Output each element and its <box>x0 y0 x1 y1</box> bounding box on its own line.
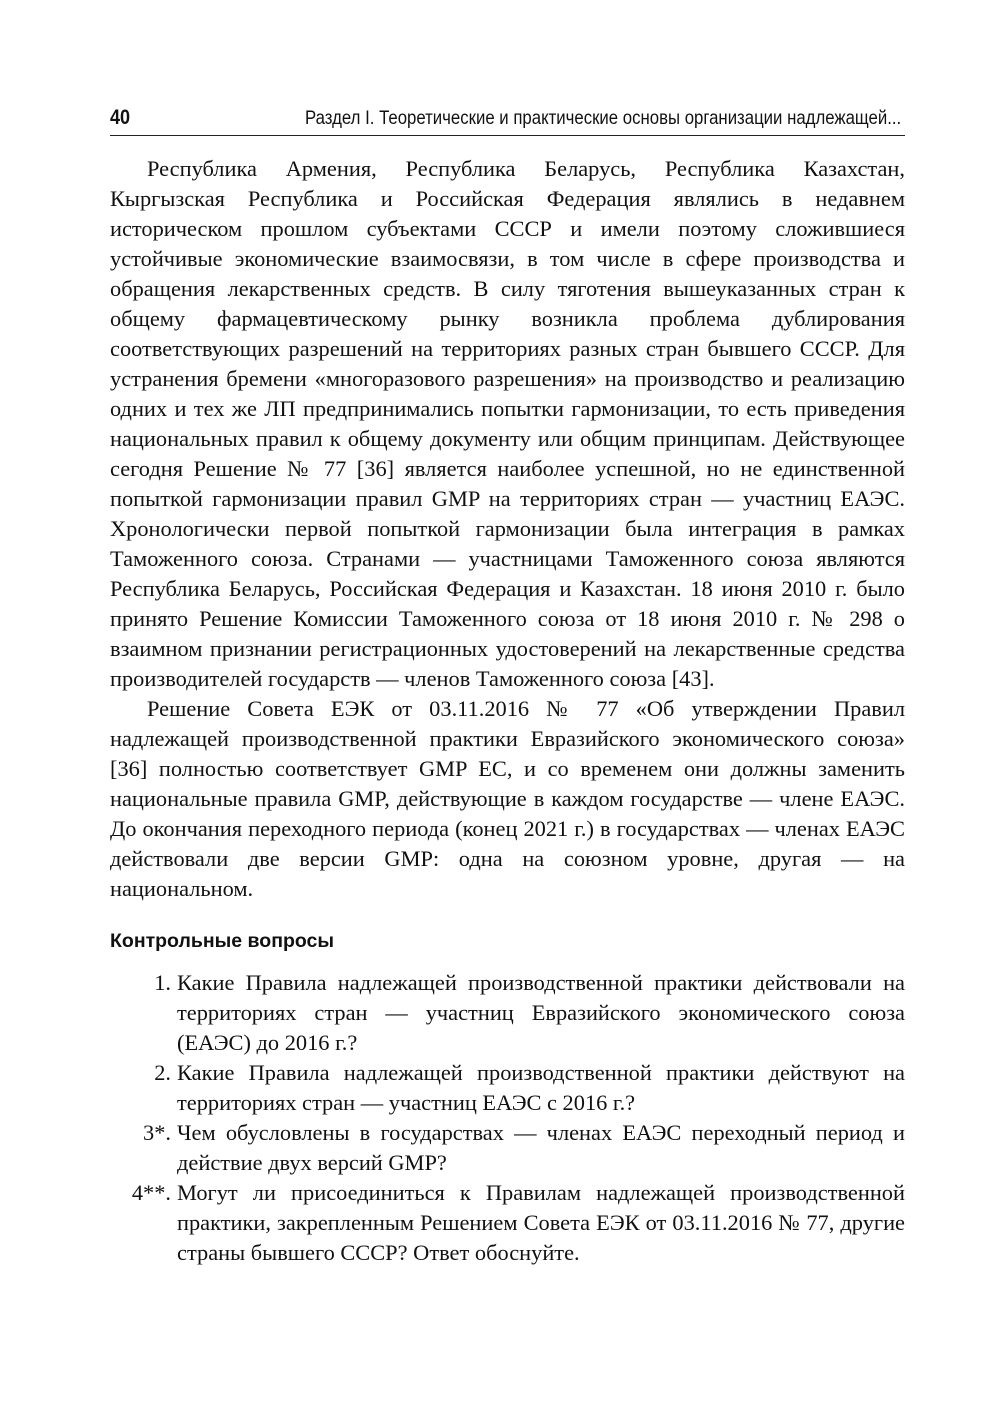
questions-list <box>110 968 905 1268</box>
page-number: 40 <box>110 106 131 129</box>
section-heading: Контрольные вопросы <box>110 930 335 952</box>
question-text: Какие Правила надлежащей производственной практики действовали на территориях стран — участниц Евразийского экономического союза (ЕАЭС) до 2016 г.? <box>177 970 905 1055</box>
body-paragraph: Республика Армения, Республика Беларусь, Республика Казахстан, Кыргызская Республика и Российская Федерация являлись в недавнем историческом прошлом субъектами СССР и имели поэтому сложившиеся устойчивые экономические взаимосвязи, в том числе в сфере производства и обращения лекарственных средств. В силу тяготения вышеуказанных стран к общему фармацевтическому рынку возникла проблема дублирования соответствующих разрешений на территориях разных стран бывшего СССР. Для устранения бремени «многоразового разрешения» на производство и реализацию одних и тех же ЛП предпринимались попытки гармонизации, то есть приведения национальных правил к общему документу или общим принципам. Действующее сегодня Решение № 77 [36] является наиболее успешной, но не единственной попыткой гармонизации правил GMP на территориях стран — участниц ЕАЭС. Хронологически первой попыткой гармонизации была интеграция в рамках Таможенного союза. Странами — участницами Таможенного союза являются Республика Беларусь, Российская Федерация и Казахстан. 18 июня 2010 г. было принято Решение Комиссии Таможенного союза от 18 июня 2010 г. № 298 о взаимном признании регистрационных удостоверений на лекарственные средства производителей государств — членов Таможенного союза [43]. <box>110 156 905 691</box>
page-body <box>110 154 905 1268</box>
question-number: 4**. <box>131 1180 171 1205</box>
running-header <box>110 98 902 138</box>
list-item <box>110 1118 905 1178</box>
question-number: 1. <box>154 970 171 995</box>
list-item <box>110 968 905 1058</box>
question-number: 3*. <box>143 1120 171 1145</box>
list-item <box>110 1058 905 1118</box>
header-rule <box>110 135 905 136</box>
body-paragraph: Решение Совета ЕЭК от 03.11.2016 № 77 «Об утверждении Правил надлежащей производственной практики Евразийского экономического союза» [36] полностью соответствует GMP ЕС, и со временем они должны заменить национальные правила GMP, действующие в каждом государстве — члене ЕАЭС. До окончания переходного периода (конец 2021 г.) в государствах — членах ЕАЭС действовали две версии GMP: одна на союзном уровне, другая — на национальном. <box>110 696 905 901</box>
list-item <box>110 1178 905 1268</box>
question-text: Какие Правила надлежащей производственной практики действуют на территориях стран — участниц ЕАЭС с 2016 г.? <box>177 1060 905 1115</box>
question-text: Чем обусловлены в государствах — членах ЕАЭС переходный период и действие двух версий GMP? <box>177 1120 905 1175</box>
question-text: Могут ли присоединиться к Правилам надлежащей производственной практики, закрепленным Решением Совета ЕЭК от 03.11.2016 № 77, другие страны бывшего СССР? Ответ обоснуйте. <box>177 1180 905 1265</box>
question-number: 2. <box>154 1060 171 1085</box>
running-header-title: Раздел I. Теоретические и практические основы организации надлежащей... <box>305 107 902 129</box>
